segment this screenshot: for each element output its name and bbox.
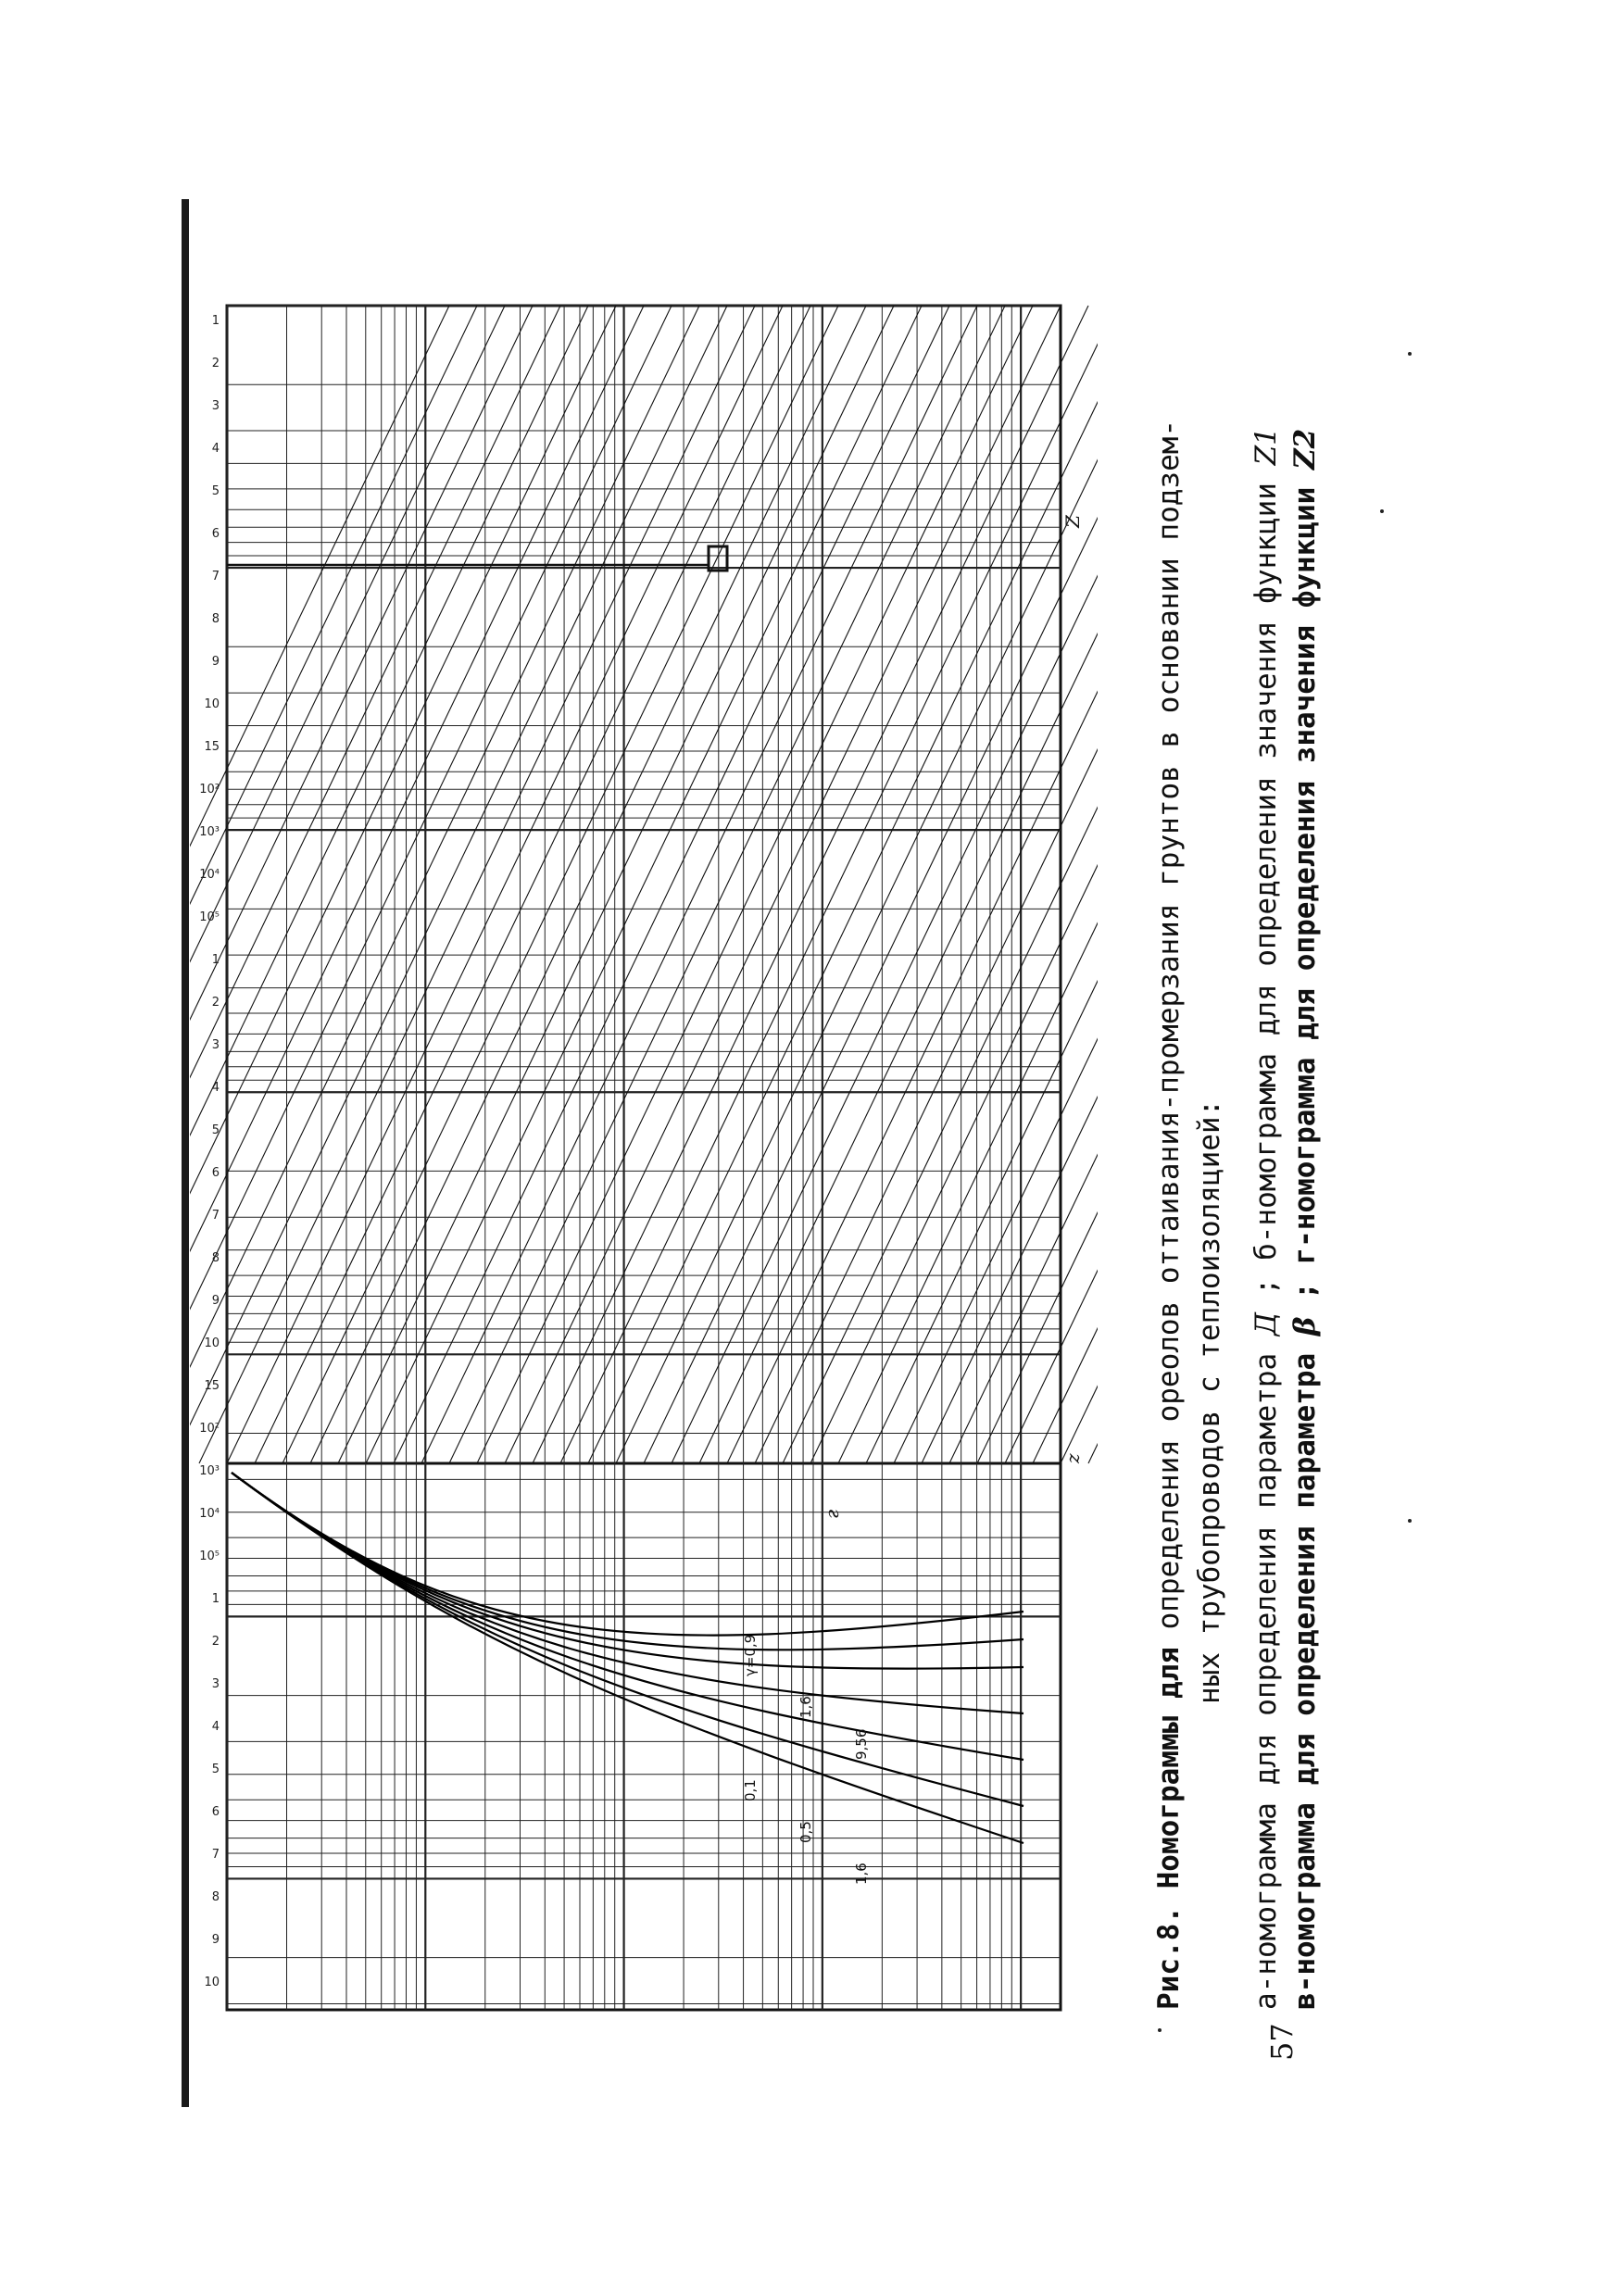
diagonal-isoline [949, 306, 1098, 1463]
caption-legend-line-1 [1247, 232, 1286, 2010]
axis-tick-label: 9 [211, 655, 220, 669]
legend-v-symbol: β [1288, 1316, 1322, 1336]
axis-tick-label: 3 [211, 1038, 220, 1052]
diagonal-isoline [190, 306, 727, 1463]
axis-tick-label: 1 [211, 1592, 220, 1606]
axis-tick-label: 10⁵ [199, 910, 220, 924]
axis-tick-label: 7 [211, 570, 220, 583]
diagonal-isoline [190, 306, 505, 1463]
axis-tick-label: 1 [211, 314, 220, 328]
axis-tick-label: 6 [211, 527, 220, 541]
caption-title-rest: определения ореолов оттаивания-промерзания грунтов в основании подзем- [1152, 419, 1186, 1630]
panel-label: z [1061, 1453, 1084, 1463]
diagonal-isoline [1088, 306, 1098, 1463]
nomogram-curve [232, 1473, 1023, 1806]
axis-tick-label: 4 [211, 1081, 220, 1095]
diagonal-isoline [560, 306, 1098, 1463]
axis-tick-label: 10 [204, 1336, 220, 1350]
axis-tick-label: 4 [211, 442, 220, 456]
figure-caption [1149, 232, 1334, 2010]
curve-label: 9,56 [853, 1728, 870, 1760]
diagonal-isoline [190, 306, 533, 1463]
axis-tick-label: 3 [211, 399, 220, 413]
axis-tick-label: 10³ [199, 1464, 220, 1478]
curve-label: 0,1 [742, 1779, 759, 1801]
caption-title-continuation: ных трубопроводов с теплоизоляцией: [1193, 1098, 1226, 1704]
axis-tick-label: 10² [199, 783, 220, 797]
diagonal-isoline [616, 306, 1098, 1463]
panel-label: Z [1061, 515, 1084, 528]
axis-tick-label: 10⁴ [199, 868, 220, 882]
diagonal-isoline [1061, 306, 1098, 1463]
diagonal-isoline [866, 306, 1098, 1463]
axis-tick-label: 7 [211, 1848, 220, 1862]
curve-label: 1,6 [797, 1696, 814, 1718]
axis-tick-label: 4 [211, 1720, 220, 1734]
legend-b-text: ; б-номограмма для определения значения функции [1250, 483, 1283, 1296]
diagonal-isoline [190, 306, 616, 1463]
diagonal-isoline [783, 306, 1098, 1463]
legend-a-symbol: Д [1250, 1311, 1283, 1336]
axis-tick-label: 10³ [199, 825, 220, 839]
diagonal-isoline [190, 306, 672, 1463]
axis-tick-label: 6 [211, 1166, 220, 1180]
axis-tick-label: 5 [211, 484, 220, 498]
axis-tick-label: 15 [204, 1379, 220, 1393]
legend-g-text: ; г-номограмма для определения значения функции [1288, 486, 1322, 1299]
curve-label: 1,6 [853, 1863, 870, 1885]
caption-legend-line-2 [1286, 232, 1325, 2010]
page-binding-edge [182, 199, 189, 2107]
axis-tick-label: 2 [211, 1635, 220, 1649]
axis-tick-label: 8 [211, 1251, 220, 1265]
legend-a-text: а-номограмма для определения параметра [1250, 1352, 1283, 2010]
axis-tick-label: 10 [204, 697, 220, 711]
panel-label: г [821, 1509, 843, 1519]
scan-speck [1408, 1519, 1412, 1523]
nomogram-curve [232, 1473, 1023, 1843]
caption-title-lead: Рис.8. Номограммы для [1152, 1647, 1186, 2010]
diagonal-isoline [644, 306, 1098, 1463]
nomogram-curve [232, 1473, 1023, 1669]
axis-tick-label: 2 [211, 996, 220, 1010]
axis-tick-label: 2 [211, 357, 220, 370]
axis-tick-label: 9 [211, 1933, 220, 1947]
diagonal-isoline [190, 306, 644, 1463]
axis-tick-label: 6 [211, 1805, 220, 1819]
diagonal-isoline [190, 306, 477, 1463]
axis-tick-label: 3 [211, 1677, 220, 1691]
axis-tick-label: 5 [211, 1123, 220, 1137]
caption-title [1149, 232, 1189, 2010]
axis-tick-label: 10⁵ [199, 1549, 220, 1563]
diagonal-isoline [894, 306, 1098, 1463]
scan-speck [1408, 352, 1412, 356]
legend-v-text: в-номограмма для определения параметра [1288, 1352, 1322, 2010]
diagonal-isoline [190, 306, 588, 1463]
axis-tick-label: 7 [211, 1209, 220, 1223]
nomogram-frame [227, 306, 1061, 2010]
axis-tick-label: 8 [211, 1890, 220, 1904]
diagonal-isoline [755, 306, 1098, 1463]
axis-tick-label: 15 [204, 740, 220, 754]
curve-label: 0,5 [797, 1821, 814, 1843]
axis-tick-label: 1 [211, 953, 220, 967]
nomogram-curve [232, 1473, 1023, 1650]
diagonal-isoline [922, 306, 1098, 1463]
diagonal-isoline [190, 306, 449, 1463]
page-number: 57 [1264, 2023, 1300, 2061]
diagonal-isoline [810, 306, 1098, 1463]
axis-tick-label: 10² [199, 1422, 220, 1436]
legend-b-function: Z1 [1250, 427, 1283, 466]
diagonal-isoline [977, 306, 1098, 1463]
diagonal-isoline [699, 306, 1098, 1463]
scan-speck [1158, 2028, 1162, 2032]
diagonal-isoline [672, 306, 1098, 1463]
axis-tick-label: 5 [211, 1763, 220, 1776]
axis-tick-label: 9 [211, 1294, 220, 1308]
legend-g-function: Z2 [1288, 428, 1322, 470]
axis-tick-label: 8 [211, 612, 220, 626]
nomogram-figure [190, 269, 1098, 2047]
axis-tick-label: 10⁴ [199, 1507, 220, 1521]
diagonal-isoline [838, 306, 1098, 1463]
scan-speck [1380, 509, 1384, 513]
curve-label: γ=0,9 [742, 1634, 759, 1676]
axis-tick-label: 10 [204, 1976, 220, 1989]
diagonal-isoline [1005, 306, 1098, 1463]
